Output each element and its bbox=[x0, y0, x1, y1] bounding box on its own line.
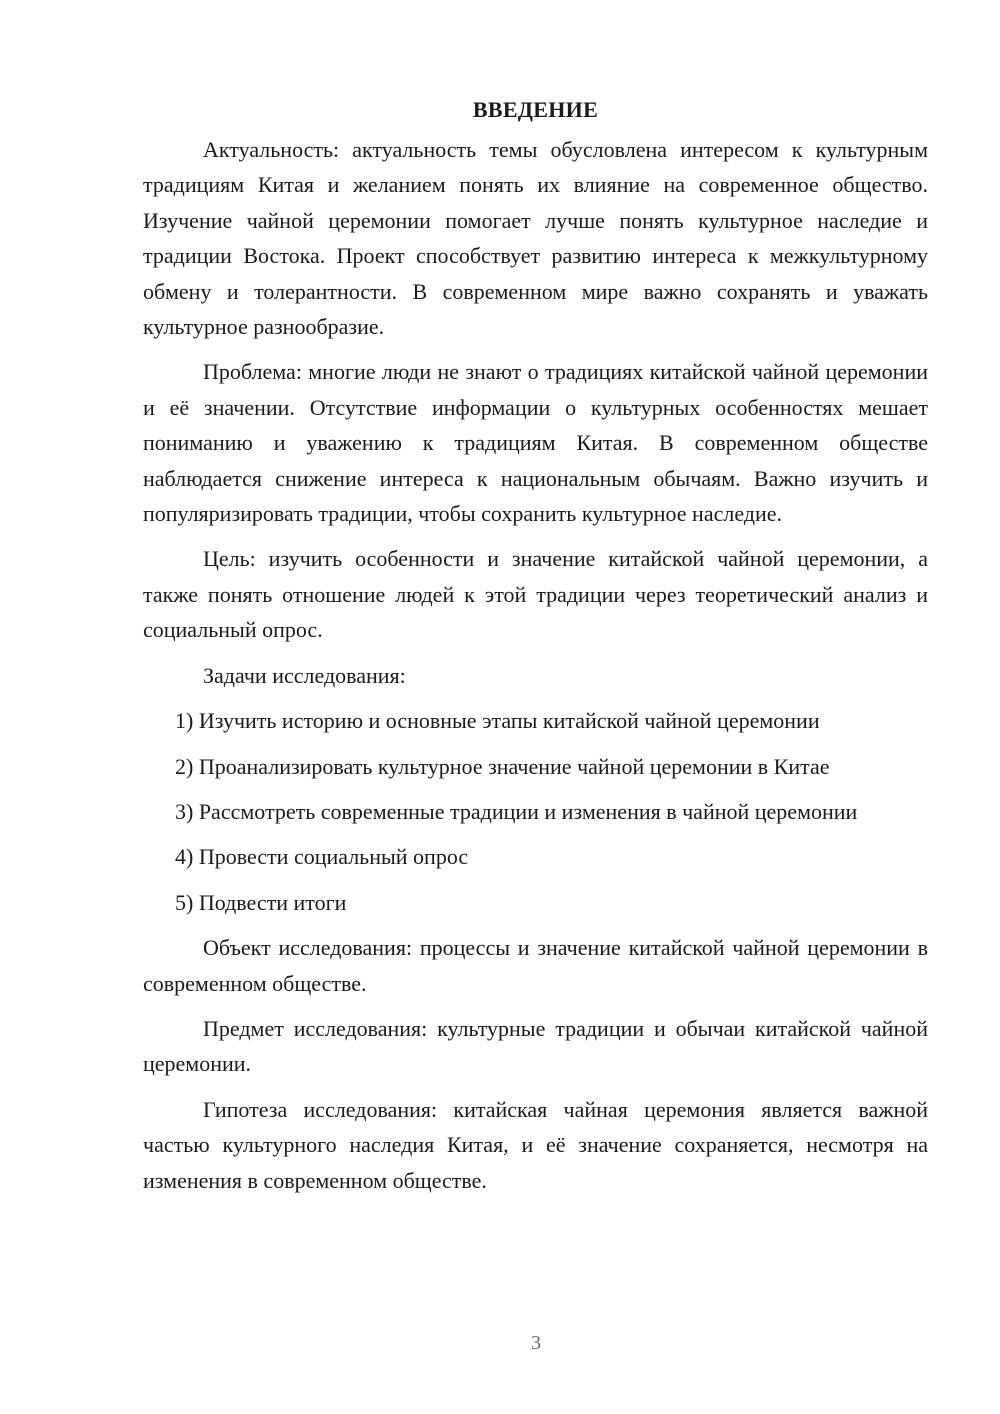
page-title: ВВЕДЕНИЕ bbox=[472, 97, 599, 122]
task-item-5: 5) Подвести итоги bbox=[175, 889, 347, 915]
paragraph-object: Объект исследования: процессы и значение китайской чайной церемонии в современном обществе. bbox=[143, 935, 928, 996]
paragraph-goal: Цель: изучить особенности и значение китайской чайной церемонии, а также понять отношение людей к этой традиции через теоретический анализ и социальный опрос. bbox=[143, 546, 928, 643]
tasks-heading: Задачи исследования: bbox=[203, 662, 406, 688]
task-item-4: 4) Провести социальный опрос bbox=[175, 844, 469, 870]
page-number: 3 bbox=[531, 1332, 541, 1354]
document-page bbox=[143, 92, 928, 1208]
paragraph-relevance: Актуальность: актуальность темы обусловлена интересом к культурным традициям Китая и желанием понять их влияние на современное общество. Изучение чайной церемонии помогает лучше понять культурное наследие и традиции Востока. Проект способствует развитию интереса к межкультурному обмену и толерантности. В современном мире важно сохранять и уважать культурное разнообразие. bbox=[143, 137, 928, 340]
task-item-3: 3) Рассмотреть современные традиции и изменения в чайной церемонии bbox=[175, 798, 858, 824]
paragraph-problem: Проблема: многие люди не знают о традициях китайской чайной церемонии и её значении. Отсутствие информации о культурных особенностях мешает пониманию и уважению к традициям Китая. В современном обществе наблюдается снижение интереса к национальным обычаям. Важно изучить и популяризировать традиции, чтобы сохранить культурное наследие. bbox=[143, 359, 928, 527]
task-item-1: 1) Изучить историю и основные этапы китайской чайной церемонии bbox=[175, 708, 820, 734]
paragraph-hypothesis: Гипотеза исследования: китайская чайная церемония является важной частью культурного наследия Китая, и её значение сохраняется, несмотря на изменения в современном обществе. bbox=[143, 1096, 928, 1193]
paragraph-subject: Предмет исследования: культурные традиции и обычаи китайской чайной церемонии. bbox=[143, 1015, 928, 1077]
task-item-2: 2) Проанализировать культурное значение чайной церемонии в Китае bbox=[175, 753, 830, 779]
